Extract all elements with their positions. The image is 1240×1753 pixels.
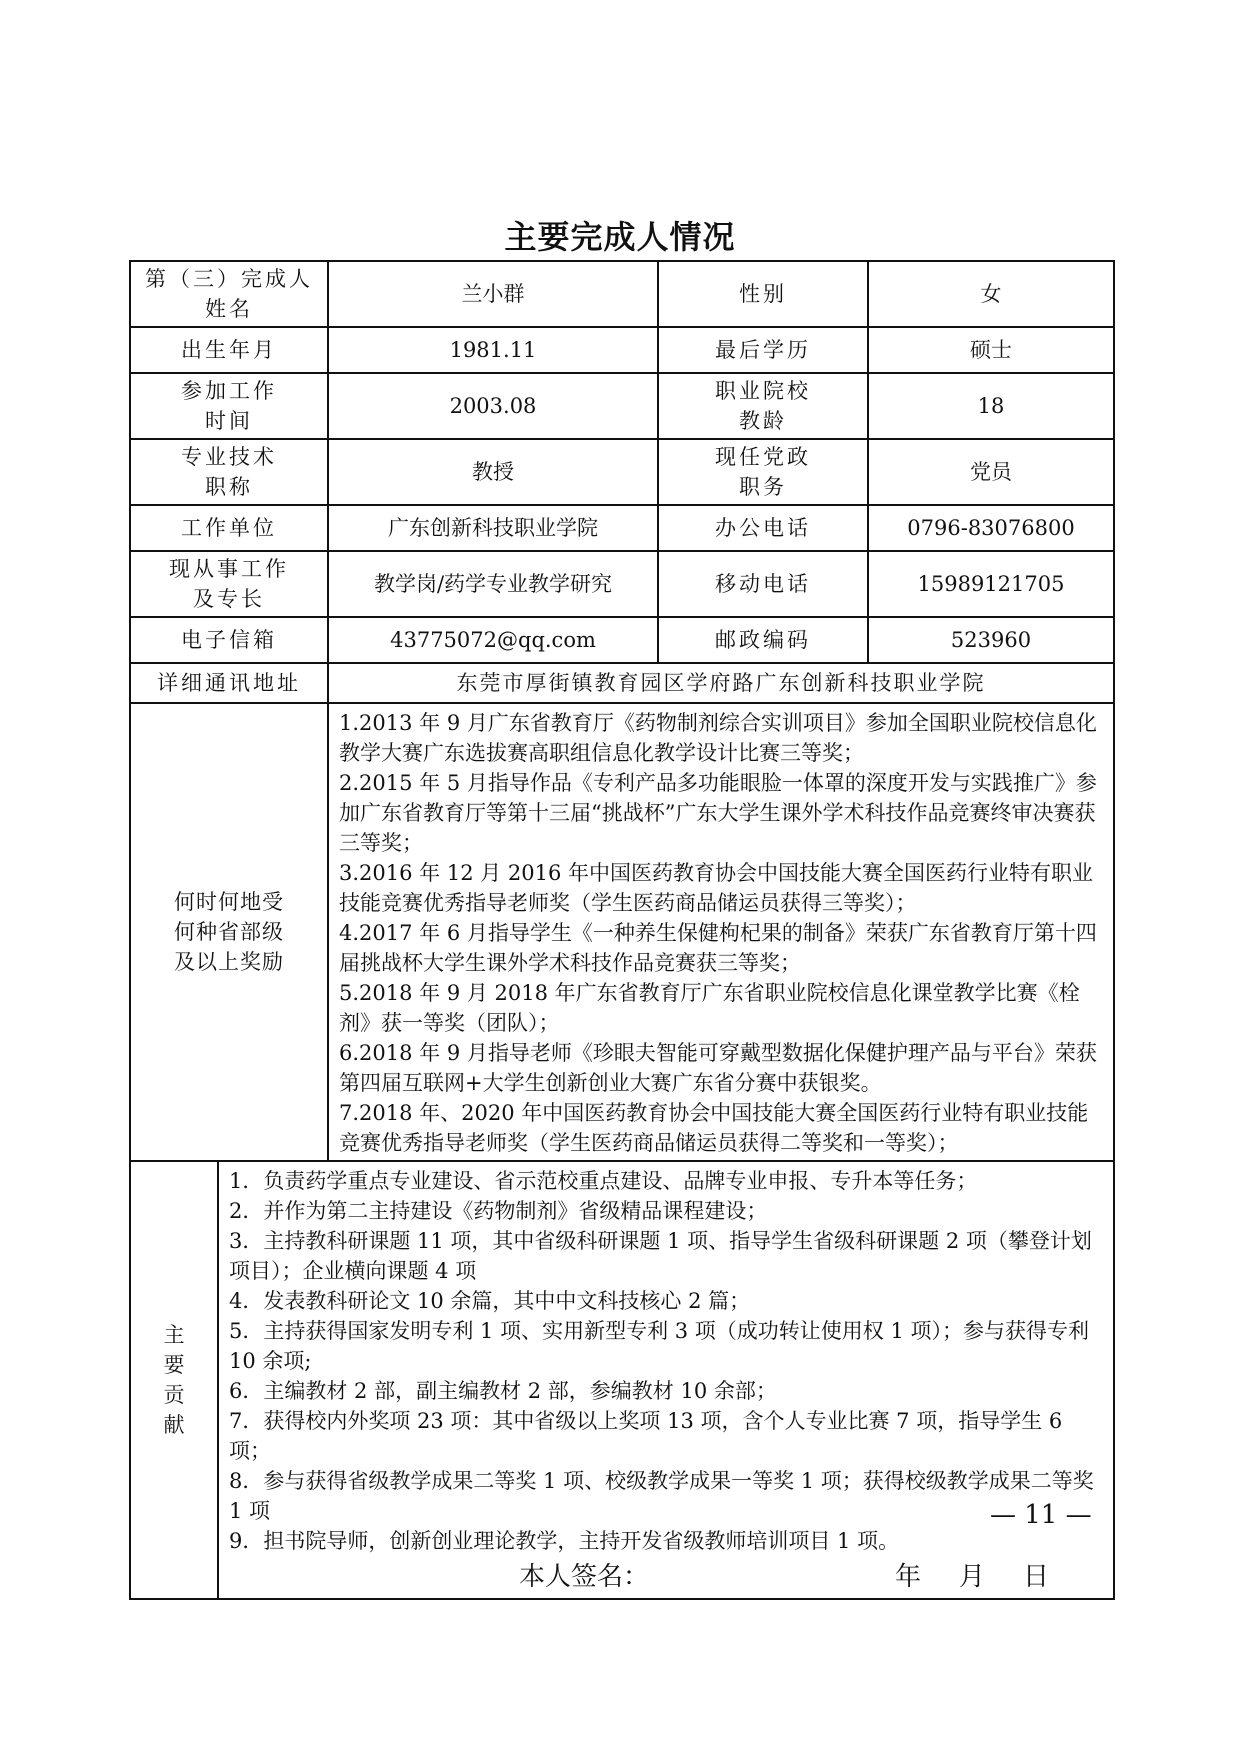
name-label: 第（三）完成人 xyxy=(145,267,313,291)
award-item: 5.2018 年 9 月 2018 年广东省教育厅广东省职业院校信息化课堂教学比赛《栓剂》获一等奖（团队）； xyxy=(339,981,1080,1035)
award-item: 2.2015 年 5 月指导作品《专利产品多功能眼脸一体罩的深度开发与实践推广》参加广东省教育厅等第十三届“挑战杯”广东大学生课外学术科技作品竞赛终审决赛获三等奖； xyxy=(339,771,1097,855)
mobile-value: 15989121705 xyxy=(868,551,1114,617)
signature-row xyxy=(229,1556,1105,1598)
postcode-value: 523960 xyxy=(868,617,1114,663)
awards-label-line: 及以上奖励 xyxy=(174,950,284,974)
teach-years-label-2: 教龄 xyxy=(739,409,787,433)
awards-list xyxy=(328,703,1114,1161)
contributions-label-char: 贡 xyxy=(163,1383,185,1407)
teach-years-value: 18 xyxy=(868,373,1114,439)
job-value: 教学岗/药学专业教学研究 xyxy=(328,551,658,617)
table-row xyxy=(130,373,1114,439)
awards-label-line: 何时何地受 xyxy=(174,890,284,914)
education-label: 最后学历 xyxy=(658,327,868,373)
table-row xyxy=(130,703,1114,1161)
award-item: 3.2016 年 12 月 2016 年中国医药教育协会中国技能大赛全国医药行业特有职业技能竞赛优秀指导老师奖（学生医药商品储运员获得三等奖）； xyxy=(339,861,1094,915)
teach-years-label-cell xyxy=(658,373,868,439)
work-start-label-2: 时间 xyxy=(205,409,253,433)
contributions-label-char: 要 xyxy=(163,1353,185,1377)
work-start-label-1: 参加工作 xyxy=(181,379,277,403)
table-row xyxy=(130,551,1114,617)
name-label-2: 姓名 xyxy=(205,297,253,321)
pro-title-label-1: 专业技术 xyxy=(181,445,277,469)
contribution-item: 5．主持获得国家发明专利 1 项、实用新型专利 3 项（成功转让使用权 1 项）；参与获得专利 10 余项; xyxy=(229,1319,1089,1373)
contribution-item: 9．担书院导师，创新创业理论教学，主持开发省级教师培训项目 1 项。 xyxy=(229,1529,900,1553)
email-label: 电子信箱 xyxy=(130,617,328,663)
job-label-cell xyxy=(130,551,328,617)
date-day-label: 日 xyxy=(1023,1562,1050,1592)
contribution-item: 6．主编教材 2 部，副主编教材 2 部，参编教材 10 余部； xyxy=(229,1379,777,1403)
date-year-label: 年 xyxy=(895,1562,922,1592)
party-post-value: 党员 xyxy=(868,439,1114,505)
signature-label: 本人签名： xyxy=(519,1562,650,1592)
postcode-label: 邮政编码 xyxy=(658,617,868,663)
page-number: — 11 — xyxy=(990,1500,1092,1530)
party-post-label-1: 现任党政 xyxy=(715,445,811,469)
gender-label: 性别 xyxy=(658,261,868,327)
birth-value: 1981.11 xyxy=(328,327,658,373)
contribution-item: 8．参与获得省级教学成果二等奖 1 项、校级教学成果一等奖 1 项；获得校级教学成果二等奖 1 项 xyxy=(229,1469,1094,1523)
contribution-item: 7．获得校内外奖项 23 项：其中省级以上奖项 13 项，含个人专业比赛 7 项，指导学生 6 项； xyxy=(229,1409,1063,1463)
awards-label-cell xyxy=(130,703,328,1161)
unit-value: 广东创新科技职业学院 xyxy=(328,505,658,551)
contribution-item: 1．负责药学重点专业建设、省示范校重点建设、品牌专业申报、专升本等任务； xyxy=(229,1169,978,1193)
address-label: 详细通讯地址 xyxy=(130,663,328,703)
contributions-label-char: 献 xyxy=(163,1413,185,1437)
pro-title-value: 教授 xyxy=(328,439,658,505)
name-label-cell xyxy=(130,261,328,327)
gender-value: 女 xyxy=(868,261,1114,327)
award-item: 6.2018 年 9 月指导老师《珍眼夫智能可穿戴型数据化保健护理产品与平台》荣获第四届互联网+大学生创新创业大赛广东省分赛中获银奖。 xyxy=(339,1041,1097,1095)
table-row xyxy=(130,1161,1114,1599)
teach-years-label-1: 职业院校 xyxy=(715,379,811,403)
mobile-label: 移动电话 xyxy=(658,551,868,617)
name-value: 兰小群 xyxy=(328,261,658,327)
table-row xyxy=(130,439,1114,505)
table-row xyxy=(130,327,1114,373)
award-item: 1.2013 年 9 月广东省教育厅《药物制剂综合实训项目》参加全国职业院校信息化教学大赛广东选拔赛高职组信息化教学设计比赛三等奖； xyxy=(339,711,1097,765)
work-start-label-cell xyxy=(130,373,328,439)
education-value: 硕士 xyxy=(868,327,1114,373)
unit-label: 工作单位 xyxy=(130,505,328,551)
address-value: 东莞市厚街镇教育园区学府路广东创新科技职业学院 xyxy=(328,663,1114,703)
contribution-item: 3．主持教科研课题 11 项，其中省级科研课题 1 项、指导学生省级科研课题 2 项（攀登计划项目）；企业横向课题 4 项 xyxy=(229,1229,1092,1283)
party-post-label-cell xyxy=(658,439,868,505)
award-item: 7.2018 年、2020 年中国医药教育协会中国技能大赛全国医药行业特有职业技能竞赛优秀指导老师奖（学生医药商品储运员获得二等奖和一等奖）； xyxy=(339,1101,1089,1155)
contributions-list xyxy=(218,1161,1114,1599)
table-row xyxy=(130,617,1114,663)
pro-title-label-cell xyxy=(130,439,328,505)
pro-title-label-2: 职称 xyxy=(205,475,253,499)
award-item: 4.2017 年 6 月指导学生《一种养生保健枸杞果的制备》荣获广东省教育厅第十四届挑战杯大学生课外学术科技作品竞赛获三等奖； xyxy=(339,921,1097,975)
contribution-item: 4．发表教科研论文 10 余篇，其中中文科技核心 2 篇； xyxy=(229,1289,751,1313)
office-phone-value: 0796-83076800 xyxy=(868,505,1114,551)
table-row xyxy=(130,663,1114,703)
birth-label: 出生年月 xyxy=(130,327,328,373)
contribution-item: 2．并作为第二主持建设《药物制剂》省级精品课程建设； xyxy=(229,1199,768,1223)
party-post-label-2: 职务 xyxy=(739,475,787,499)
table-row xyxy=(130,261,1114,327)
email-value: 43775072@qq.com xyxy=(328,617,658,663)
work-start-value: 2003.08 xyxy=(328,373,658,439)
contributions-label-cell xyxy=(130,1161,218,1599)
contributions-label-char: 主 xyxy=(163,1323,185,1347)
date-month-label: 月 xyxy=(959,1562,986,1592)
completer-info-table xyxy=(129,260,1115,1600)
job-label-1: 现从事工作 xyxy=(169,557,289,581)
awards-label-line: 何种省部级 xyxy=(174,920,284,944)
page-title: 主要完成人情况 xyxy=(504,218,736,256)
office-phone-label: 办公电话 xyxy=(658,505,868,551)
job-label-2: 及专长 xyxy=(193,587,265,611)
table-row xyxy=(130,505,1114,551)
